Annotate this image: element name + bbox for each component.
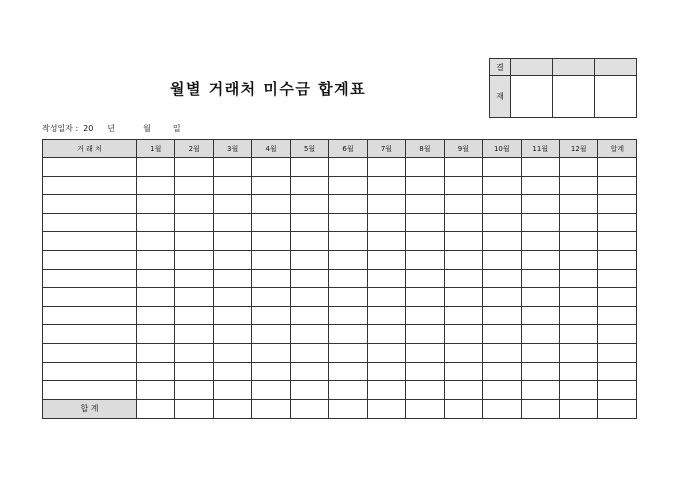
month-amount-cell[interactable] (329, 176, 367, 195)
month-amount-cell[interactable] (483, 250, 521, 269)
month-amount-cell[interactable] (175, 250, 213, 269)
month-amount-cell[interactable] (406, 232, 444, 251)
column-header-month: 12월 (559, 140, 597, 158)
month-amount-cell[interactable] (252, 195, 290, 214)
month-amount-cell[interactable] (213, 158, 251, 177)
total-row (43, 399, 637, 418)
client-cell[interactable] (43, 325, 137, 344)
month-amount-cell[interactable] (406, 362, 444, 381)
date-line (42, 123, 181, 134)
month-amount-cell[interactable] (137, 250, 175, 269)
month-amount-cell[interactable] (213, 232, 251, 251)
approval-signer-header (511, 59, 553, 76)
month-total-cell[interactable] (559, 399, 597, 418)
approval-signature-cell[interactable] (511, 76, 553, 118)
column-header-client: 거 래 처 (43, 140, 137, 158)
month-amount-cell[interactable] (213, 325, 251, 344)
month-amount-cell[interactable] (252, 306, 290, 325)
date-year-unit: 년 (107, 124, 116, 133)
table-row (43, 232, 637, 251)
month-total-cell[interactable] (483, 399, 521, 418)
month-amount-cell[interactable] (521, 232, 559, 251)
month-amount-cell[interactable] (521, 288, 559, 307)
client-cell[interactable] (43, 176, 137, 195)
month-amount-cell[interactable] (252, 381, 290, 400)
month-amount-cell[interactable] (252, 343, 290, 362)
month-amount-cell[interactable] (367, 343, 405, 362)
client-cell[interactable] (43, 250, 137, 269)
month-amount-cell[interactable] (483, 381, 521, 400)
row-total-cell[interactable] (598, 288, 637, 307)
month-amount-cell[interactable] (329, 362, 367, 381)
month-amount-cell[interactable] (521, 250, 559, 269)
client-cell[interactable] (43, 306, 137, 325)
month-amount-cell[interactable] (213, 343, 251, 362)
month-amount-cell[interactable] (137, 288, 175, 307)
client-cell[interactable] (43, 195, 137, 214)
month-amount-cell[interactable] (521, 306, 559, 325)
month-amount-cell[interactable] (483, 213, 521, 232)
month-amount-cell[interactable] (367, 176, 405, 195)
month-total-cell[interactable] (290, 399, 328, 418)
row-total-cell[interactable] (598, 232, 637, 251)
date-label: 작성일자 : (42, 124, 79, 133)
month-amount-cell[interactable] (252, 288, 290, 307)
month-amount-cell[interactable] (483, 195, 521, 214)
table-row (43, 250, 637, 269)
month-total-cell[interactable] (406, 399, 444, 418)
month-total-cell[interactable] (252, 399, 290, 418)
month-amount-cell[interactable] (213, 250, 251, 269)
month-amount-cell[interactable] (444, 213, 482, 232)
month-amount-cell[interactable] (175, 158, 213, 177)
month-amount-cell[interactable] (367, 306, 405, 325)
month-amount-cell[interactable] (406, 176, 444, 195)
month-total-cell[interactable] (137, 399, 175, 418)
date-year[interactable]: 20 (83, 124, 94, 133)
month-amount-cell[interactable] (252, 269, 290, 288)
month-amount-cell[interactable] (290, 158, 328, 177)
month-amount-cell[interactable] (483, 158, 521, 177)
client-cell[interactable] (43, 343, 137, 362)
month-amount-cell[interactable] (175, 362, 213, 381)
month-amount-cell[interactable] (252, 325, 290, 344)
month-amount-cell[interactable] (559, 343, 597, 362)
month-amount-cell[interactable] (521, 213, 559, 232)
month-amount-cell[interactable] (444, 158, 482, 177)
client-cell[interactable] (43, 158, 137, 177)
month-amount-cell[interactable] (290, 362, 328, 381)
month-amount-cell[interactable] (367, 288, 405, 307)
client-cell[interactable] (43, 213, 137, 232)
month-amount-cell[interactable] (521, 343, 559, 362)
month-amount-cell[interactable] (329, 195, 367, 214)
month-amount-cell[interactable] (444, 306, 482, 325)
month-amount-cell[interactable] (559, 250, 597, 269)
month-amount-cell[interactable] (252, 213, 290, 232)
month-amount-cell[interactable] (521, 325, 559, 344)
month-amount-cell[interactable] (213, 176, 251, 195)
month-amount-cell[interactable] (367, 250, 405, 269)
month-amount-cell[interactable] (137, 306, 175, 325)
month-amount-cell[interactable] (137, 269, 175, 288)
month-amount-cell[interactable] (137, 176, 175, 195)
table-row (43, 362, 637, 381)
month-amount-cell[interactable] (290, 288, 328, 307)
month-amount-cell[interactable] (137, 343, 175, 362)
month-amount-cell[interactable] (367, 362, 405, 381)
row-total-cell[interactable] (598, 158, 637, 177)
approval-signature-cell[interactable] (553, 76, 595, 118)
month-amount-cell[interactable] (406, 250, 444, 269)
approval-box (489, 58, 637, 118)
month-amount-cell[interactable] (290, 195, 328, 214)
month-amount-cell[interactable] (175, 381, 213, 400)
approval-signature-cell[interactable] (595, 76, 637, 118)
client-cell[interactable] (43, 381, 137, 400)
table-body (43, 158, 637, 400)
month-amount-cell[interactable] (406, 306, 444, 325)
month-amount-cell[interactable] (290, 306, 328, 325)
table-header-row (43, 140, 637, 158)
month-amount-cell[interactable] (175, 325, 213, 344)
row-total-cell[interactable] (598, 176, 637, 195)
client-cell[interactable] (43, 288, 137, 307)
month-amount-cell[interactable] (444, 362, 482, 381)
month-amount-cell[interactable] (559, 232, 597, 251)
approval-label-top: 결 (490, 59, 511, 76)
month-amount-cell[interactable] (559, 213, 597, 232)
row-total-cell[interactable] (598, 269, 637, 288)
table-row (43, 158, 637, 177)
row-total-cell[interactable] (598, 325, 637, 344)
month-amount-cell[interactable] (444, 232, 482, 251)
month-amount-cell[interactable] (175, 176, 213, 195)
table-row (43, 325, 637, 344)
month-amount-cell[interactable] (483, 232, 521, 251)
client-cell[interactable] (43, 232, 137, 251)
month-total-cell[interactable] (329, 399, 367, 418)
month-amount-cell[interactable] (559, 158, 597, 177)
month-amount-cell[interactable] (329, 306, 367, 325)
month-amount-cell[interactable] (367, 213, 405, 232)
month-amount-cell[interactable] (406, 325, 444, 344)
grand-total-cell[interactable] (598, 399, 637, 418)
month-amount-cell[interactable] (175, 213, 213, 232)
month-amount-cell[interactable] (444, 250, 482, 269)
table-row (43, 381, 637, 400)
month-amount-cell[interactable] (290, 269, 328, 288)
month-amount-cell[interactable] (252, 362, 290, 381)
month-amount-cell[interactable] (329, 232, 367, 251)
column-header-month: 8월 (406, 140, 444, 158)
month-amount-cell[interactable] (175, 232, 213, 251)
month-amount-cell[interactable] (290, 343, 328, 362)
month-total-cell[interactable] (444, 399, 482, 418)
month-amount-cell[interactable] (137, 195, 175, 214)
month-amount-cell[interactable] (252, 250, 290, 269)
month-amount-cell[interactable] (521, 176, 559, 195)
column-header-month: 11월 (521, 140, 559, 158)
month-amount-cell[interactable] (213, 381, 251, 400)
month-amount-cell[interactable] (329, 288, 367, 307)
month-amount-cell[interactable] (137, 381, 175, 400)
month-amount-cell[interactable] (559, 288, 597, 307)
column-header-month: 6월 (329, 140, 367, 158)
row-total-cell[interactable] (598, 306, 637, 325)
column-header-month: 2월 (175, 140, 213, 158)
month-amount-cell[interactable] (329, 343, 367, 362)
month-total-cell[interactable] (521, 399, 559, 418)
month-amount-cell[interactable] (406, 213, 444, 232)
month-amount-cell[interactable] (252, 176, 290, 195)
month-amount-cell[interactable] (290, 381, 328, 400)
month-amount-cell[interactable] (367, 269, 405, 288)
month-amount-cell[interactable] (444, 176, 482, 195)
month-amount-cell[interactable] (329, 325, 367, 344)
month-amount-cell[interactable] (290, 325, 328, 344)
month-amount-cell[interactable] (559, 362, 597, 381)
table-row (43, 195, 637, 214)
total-label: 합 계 (43, 399, 137, 418)
month-amount-cell[interactable] (444, 343, 482, 362)
approval-label-bottom: 재 (490, 76, 511, 118)
month-amount-cell[interactable] (329, 269, 367, 288)
month-amount-cell[interactable] (367, 195, 405, 214)
month-amount-cell[interactable] (483, 269, 521, 288)
month-amount-cell[interactable] (444, 269, 482, 288)
row-total-cell[interactable] (598, 381, 637, 400)
month-amount-cell[interactable] (290, 213, 328, 232)
row-total-cell[interactable] (598, 195, 637, 214)
column-header-total: 합계 (598, 140, 637, 158)
date-day-unit: 일 (172, 124, 181, 133)
month-amount-cell[interactable] (137, 325, 175, 344)
month-amount-cell[interactable] (252, 158, 290, 177)
month-amount-cell[interactable] (444, 325, 482, 344)
month-amount-cell[interactable] (559, 381, 597, 400)
row-total-cell[interactable] (598, 213, 637, 232)
document-title: 월별 거래처 미수금 합계표 (170, 80, 367, 98)
month-amount-cell[interactable] (367, 381, 405, 400)
month-amount-cell[interactable] (559, 306, 597, 325)
column-header-month: 5월 (290, 140, 328, 158)
month-amount-cell[interactable] (406, 269, 444, 288)
month-amount-cell[interactable] (483, 288, 521, 307)
table-row (43, 306, 637, 325)
table-row (43, 343, 637, 362)
month-amount-cell[interactable] (406, 288, 444, 307)
month-amount-cell[interactable] (559, 269, 597, 288)
column-header-month: 7월 (367, 140, 405, 158)
month-amount-cell[interactable] (406, 343, 444, 362)
client-cell[interactable] (43, 269, 137, 288)
month-amount-cell[interactable] (329, 250, 367, 269)
month-amount-cell[interactable] (213, 269, 251, 288)
month-amount-cell[interactable] (483, 343, 521, 362)
month-amount-cell[interactable] (367, 325, 405, 344)
month-amount-cell[interactable] (521, 381, 559, 400)
month-amount-cell[interactable] (367, 158, 405, 177)
month-amount-cell[interactable] (290, 232, 328, 251)
month-amount-cell[interactable] (175, 306, 213, 325)
month-total-cell[interactable] (213, 399, 251, 418)
column-header-month: 3월 (213, 140, 251, 158)
month-amount-cell[interactable] (444, 288, 482, 307)
month-amount-cell[interactable] (521, 362, 559, 381)
month-amount-cell[interactable] (483, 325, 521, 344)
month-amount-cell[interactable] (483, 362, 521, 381)
month-amount-cell[interactable] (290, 250, 328, 269)
month-amount-cell[interactable] (521, 158, 559, 177)
month-amount-cell[interactable] (213, 195, 251, 214)
month-amount-cell[interactable] (290, 176, 328, 195)
month-amount-cell[interactable] (137, 232, 175, 251)
month-amount-cell[interactable] (213, 288, 251, 307)
month-amount-cell[interactable] (444, 381, 482, 400)
column-header-month: 9월 (444, 140, 482, 158)
month-amount-cell[interactable] (175, 343, 213, 362)
month-amount-cell[interactable] (559, 325, 597, 344)
month-amount-cell[interactable] (559, 195, 597, 214)
table-row (43, 213, 637, 232)
column-header-month: 1월 (137, 140, 175, 158)
month-amount-cell[interactable] (483, 176, 521, 195)
table-row (43, 288, 637, 307)
month-amount-cell[interactable] (444, 195, 482, 214)
month-amount-cell[interactable] (406, 158, 444, 177)
month-amount-cell[interactable] (137, 362, 175, 381)
month-amount-cell[interactable] (213, 306, 251, 325)
month-amount-cell[interactable] (213, 213, 251, 232)
month-amount-cell[interactable] (175, 269, 213, 288)
column-header-month: 10월 (483, 140, 521, 158)
approval-signer-header (595, 59, 637, 76)
month-amount-cell[interactable] (483, 306, 521, 325)
table-row (43, 176, 637, 195)
month-amount-cell[interactable] (213, 362, 251, 381)
client-cell[interactable] (43, 362, 137, 381)
month-amount-cell[interactable] (329, 381, 367, 400)
month-amount-cell[interactable] (367, 232, 405, 251)
column-header-month: 4월 (252, 140, 290, 158)
month-amount-cell[interactable] (521, 195, 559, 214)
month-amount-cell[interactable] (252, 232, 290, 251)
month-amount-cell[interactable] (406, 381, 444, 400)
month-amount-cell[interactable] (559, 176, 597, 195)
month-amount-cell[interactable] (175, 195, 213, 214)
month-amount-cell[interactable] (175, 288, 213, 307)
month-amount-cell[interactable] (406, 195, 444, 214)
month-total-cell[interactable] (367, 399, 405, 418)
month-amount-cell[interactable] (329, 213, 367, 232)
receivables-table (42, 139, 637, 419)
row-total-cell[interactable] (598, 343, 637, 362)
month-amount-cell[interactable] (137, 213, 175, 232)
month-amount-cell[interactable] (329, 158, 367, 177)
month-amount-cell[interactable] (521, 269, 559, 288)
month-amount-cell[interactable] (137, 158, 175, 177)
date-month-unit: 월 (143, 124, 151, 133)
month-total-cell[interactable] (175, 399, 213, 418)
table-row (43, 269, 637, 288)
approval-signer-header (553, 59, 595, 76)
row-total-cell[interactable] (598, 362, 637, 381)
row-total-cell[interactable] (598, 250, 637, 269)
